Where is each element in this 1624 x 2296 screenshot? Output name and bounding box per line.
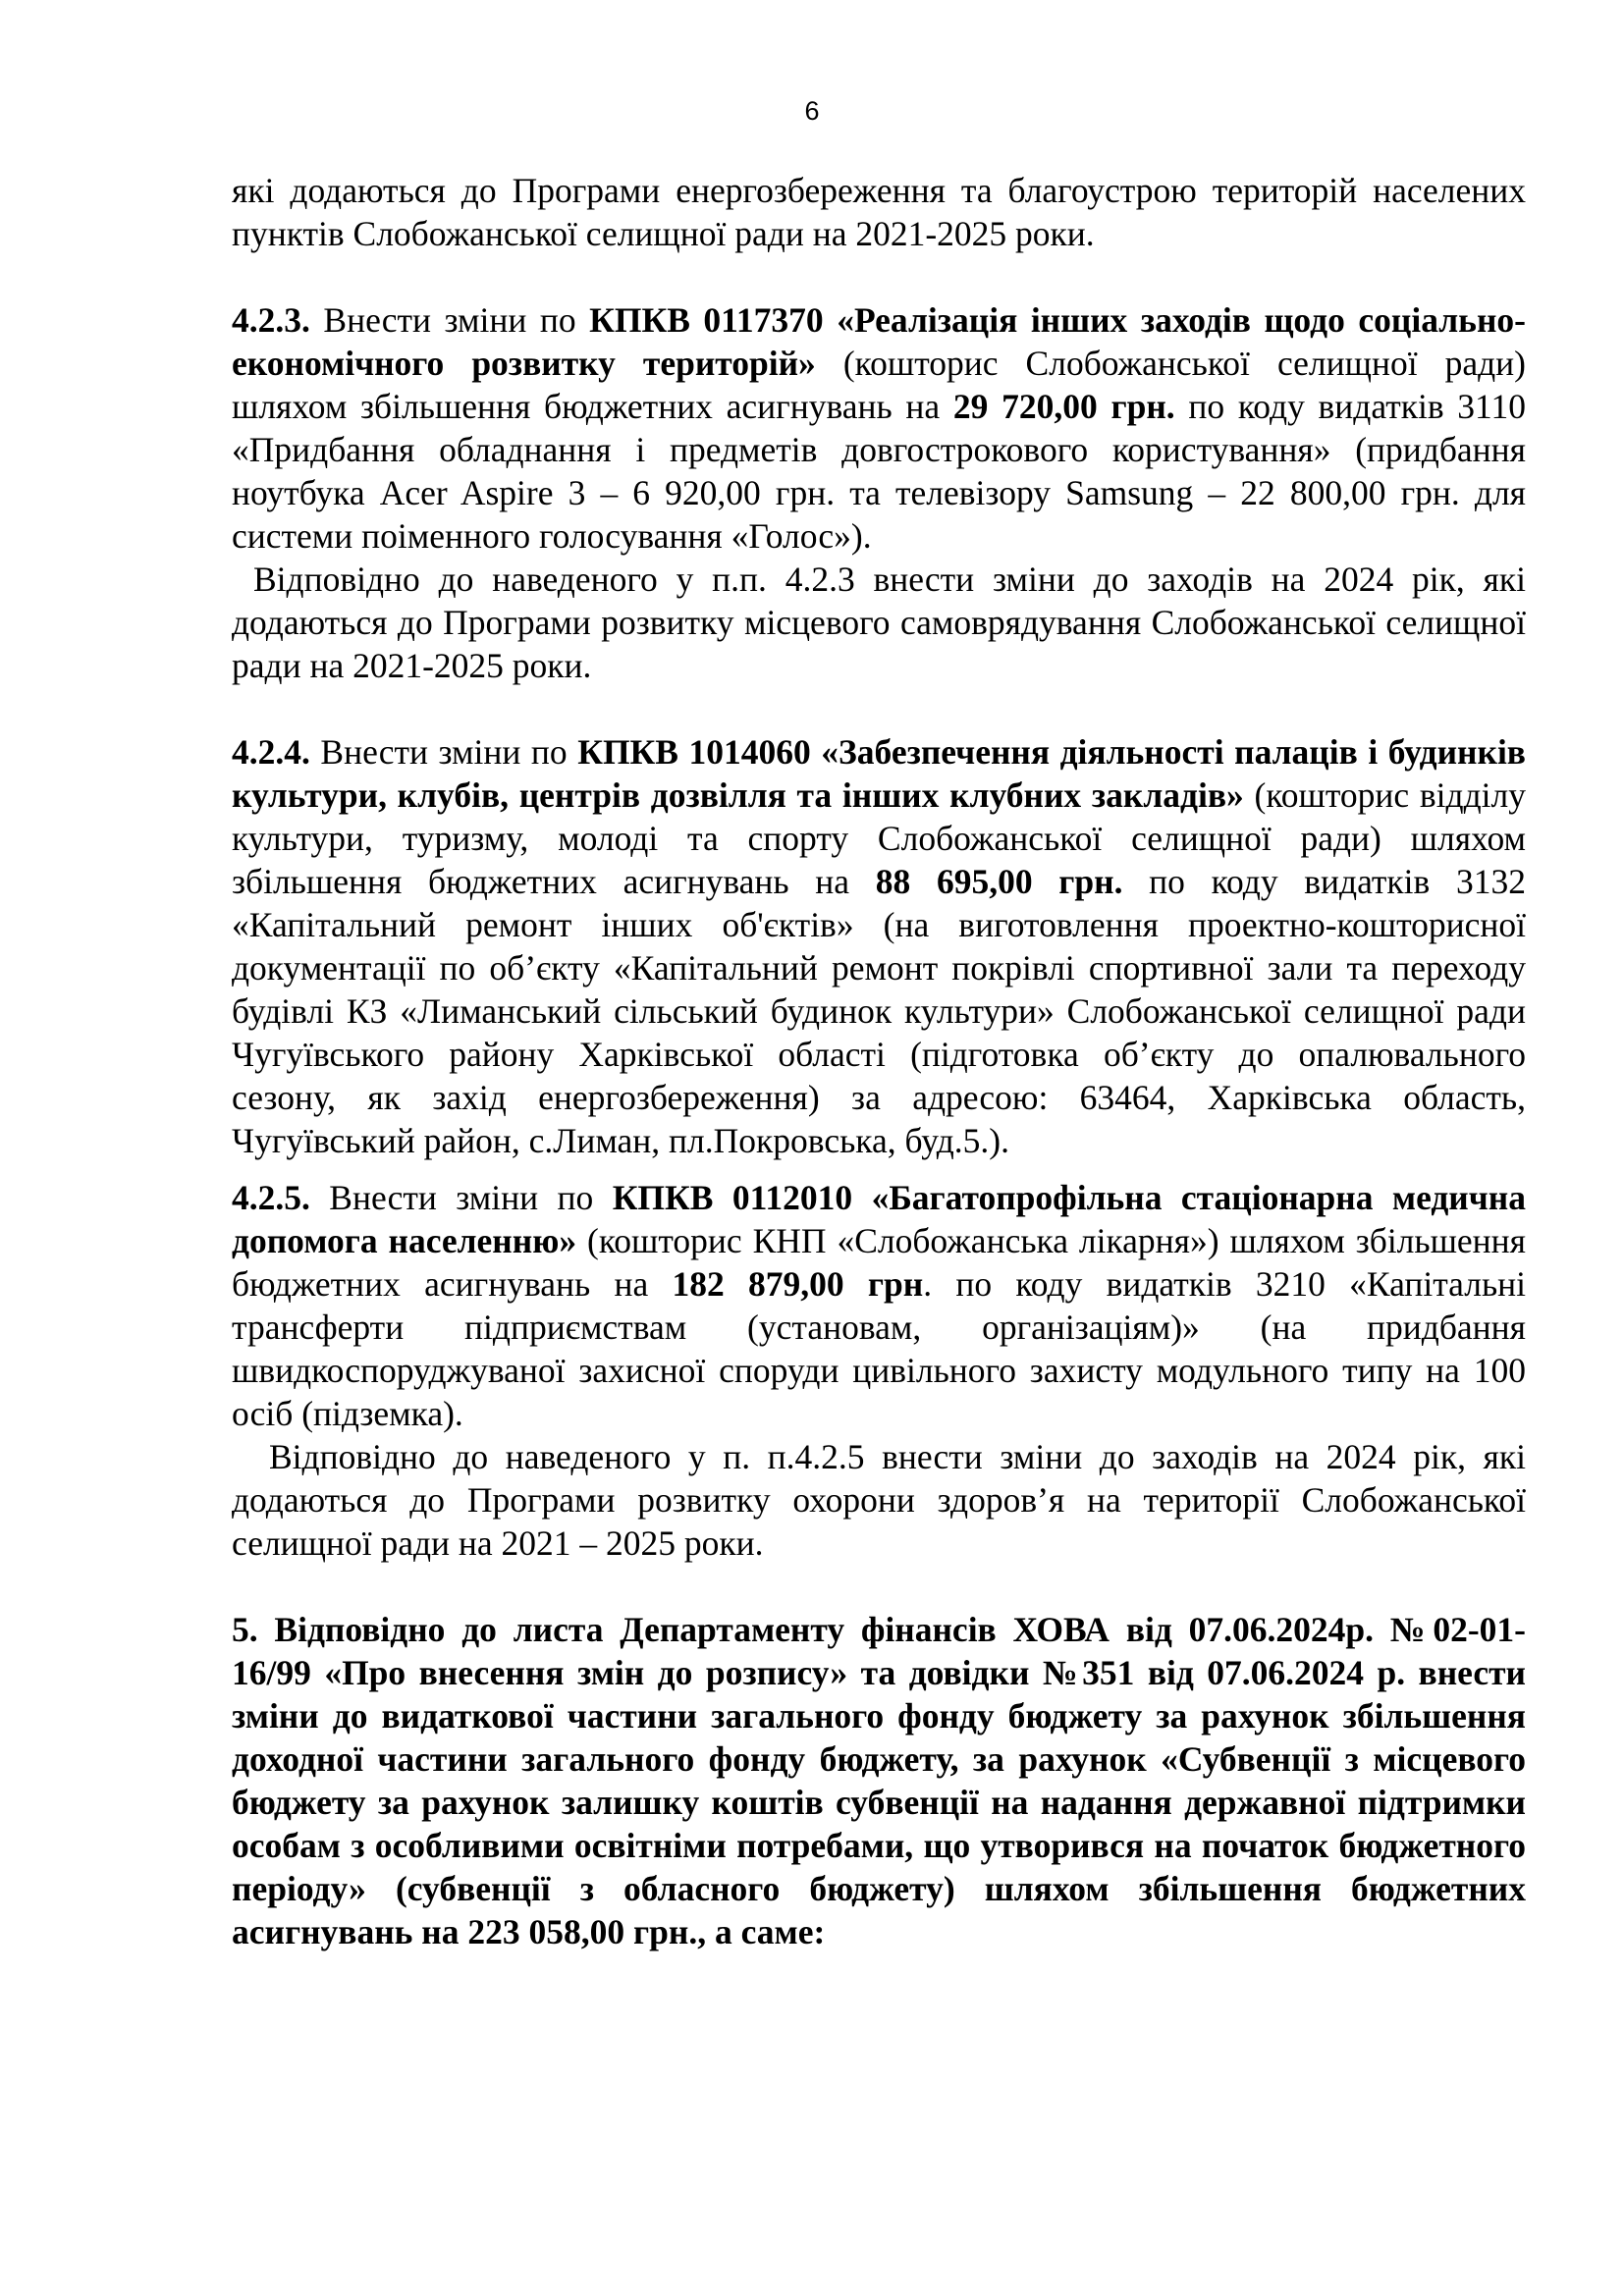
page-number: 6 — [804, 96, 820, 126]
text-run: . по коду видатків 3210 «Капітальні трансферти підприємствам (установам, організаціям)» (на придбання швидкоспоруджуваної захисної споруди цивільного захисту модульного типу на 100 осіб (підземка). — [232, 1264, 1527, 1433]
paragraph-5 — [232, 1608, 1526, 1953]
bold-text-run: 4.2.5. — [232, 1178, 310, 1217]
bold-text-run: 4.2.4. — [232, 732, 310, 772]
text-run: (кошторис КНП «Слобожанська лікарня») шляхом збільшення бюджетних асигнувань на — [232, 1221, 1527, 1304]
text-run: Внести зміни по — [309, 300, 590, 340]
text-run: Внести зміни по — [309, 1178, 613, 1217]
text-run: по коду видатків 3110 «Придбання обладнання і предметів довгострокового користування» (придбання ноутбука Acer Aspire 3 – 6 920,00 грн. та телевізору Samsung – 22 800,00 грн. для системи поіменного голосування «Голос»). — [232, 387, 1526, 556]
bold-text-run: КПКВ 0112010 «Багатопрофільна стаціонарна медична допомога населенню» — [232, 1178, 1526, 1260]
paragraph-4-2-3 — [232, 298, 1526, 558]
paragraph-energy-program-continuation — [232, 169, 1526, 255]
document-body — [232, 169, 1526, 1953]
bold-text-run: 88 695,00 грн. — [875, 862, 1123, 901]
bold-text-run: 4.2.3. — [232, 300, 310, 340]
paragraph-4-2-3-program — [232, 558, 1526, 687]
text-run: (кошторис відділу культури, туризму, молоді та спорту Слобожанської селищної ради) шляхом збільшення бюджетних асигнувань на — [232, 775, 1526, 901]
text-run: (кошторис Слобожанської селищної ради) шляхом збільшення бюджетних асигнувань на — [232, 344, 1526, 426]
paragraph-4-2-4 — [232, 730, 1526, 1162]
text-run: Відповідно до наведеного у п. п.4.2.5 внести зміни до заходів на 2024 рік, які додаються до Програми розвитку охорони здоров’я на території Слобожанської селищної ради на 2021 – 2025 роки. — [232, 1437, 1526, 1563]
bold-text-run: КПКВ 1014060 «Забезпечення діяльності палаців і будинків культури, клубів, центрів дозвілля та інших клубних закладів» — [232, 732, 1526, 815]
paragraph-4-2-5-program — [232, 1435, 1526, 1565]
text-run: по коду видатків 3132 «Капітальний ремонт інших об'єктів» (на виготовлення проектно-кошторисної документації по об’єкту «Капітальний ремонт покрівлі спортивної зали та переходу будівлі КЗ «Лиманський сільський будинок культури» Слобожанської селищної ради Чугуївського району Харківської області (підготовка об’єкту до опалювального сезону, як захід енергозбереження) за адресою: 63464, Харківська область, Чугуївський район, с.Лиман, пл.Покровська, буд.5.). — [232, 862, 1526, 1160]
text-run: які додаються до Програми енергозбереження та благоустрою територій населених пунктів Слобожанської селищної ради на 2021-2025 роки. — [232, 171, 1526, 253]
bold-text-run: КПКВ 0117370 «Реалізація інших заходів щодо соціально-економічного розвитку територій» — [232, 300, 1526, 383]
paragraph-4-2-5 — [232, 1176, 1526, 1435]
text-run: Відповідно до наведеного у п.п. 4.2.3 внести зміни до заходів на 2024 рік, які додаються до Програми розвитку місцевого самоврядування Слобожанської селищної ради на 2021-2025 роки. — [232, 560, 1526, 685]
bold-text-run: 5. Відповідно до листа Департаменту фінансів ХОВА від 07.06.2024р. №02-01-16/99 «Про внесення змін до розпису» та довідки №351 від 07.06.2024 р. внести зміни до видаткової частини загального фонду бюджету за рахунок збільшення доходної частини загального фонду бюджету, за рахунок «Субвенції з місцевого бюджету за рахунок залишку коштів субвенції на надання державної підтримки особам з особливими освітніми потребами, що утворився на початок бюджетного періоду» (субвенції з обласного бюджету) шляхом збільшення бюджетних асигнувань на 223 058,00 грн., а саме: — [232, 1610, 1526, 1951]
text-run: Внести зміни по — [309, 732, 578, 772]
bold-text-run: 182 879,00 грн — [672, 1264, 924, 1304]
bold-text-run: 29 720,00 грн. — [952, 387, 1175, 426]
